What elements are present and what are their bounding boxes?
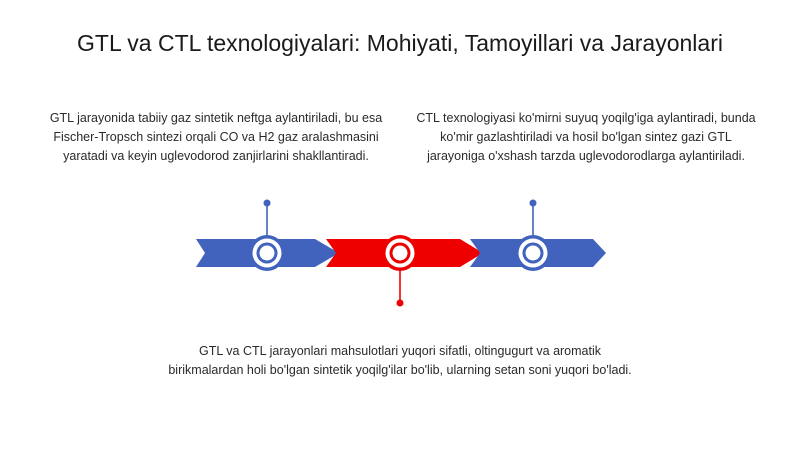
step-1-text: GTL jarayonida tabiiy gaz sintetik neftga aylantiriladi, bu esa Fischer-Tropsch sintezi orqali CO va H2 gaz aralashmasini yaratadi va keyin uglevodorod zanjirlarini shakllantiradi. xyxy=(49,111,383,163)
milestone-1-marker xyxy=(249,235,285,271)
step-2-text: GTL va CTL jarayonlari mahsulotlari yuqori sifatli, oltingugurt va aromatik birikmalardan holi bo'lgan sintetik yoqilg'ilar bo'lib, ularning setan soni yuqori bo'ladi. xyxy=(168,344,632,377)
connector-dot-2 xyxy=(397,300,404,307)
step-3-text: CTL texnologiyasi ko'mirni suyuq yoqilg'iga aylantiradi, bunda ko'mir gazlashtiriladi va hosil bo'lgan sintez gazi GTL jarayoniga o'xshash tarzda uglevodorodlarga aylantiriladi. xyxy=(416,111,756,163)
milestone-3-marker xyxy=(515,235,551,271)
milestone-2-marker xyxy=(382,235,418,271)
connector-dot-1 xyxy=(264,200,271,207)
connector-dot-3 xyxy=(530,200,537,207)
page-title: GTL va CTL texnologiyalari: Mohiyati, Tamoyillari va Jarayonlari xyxy=(77,30,723,56)
